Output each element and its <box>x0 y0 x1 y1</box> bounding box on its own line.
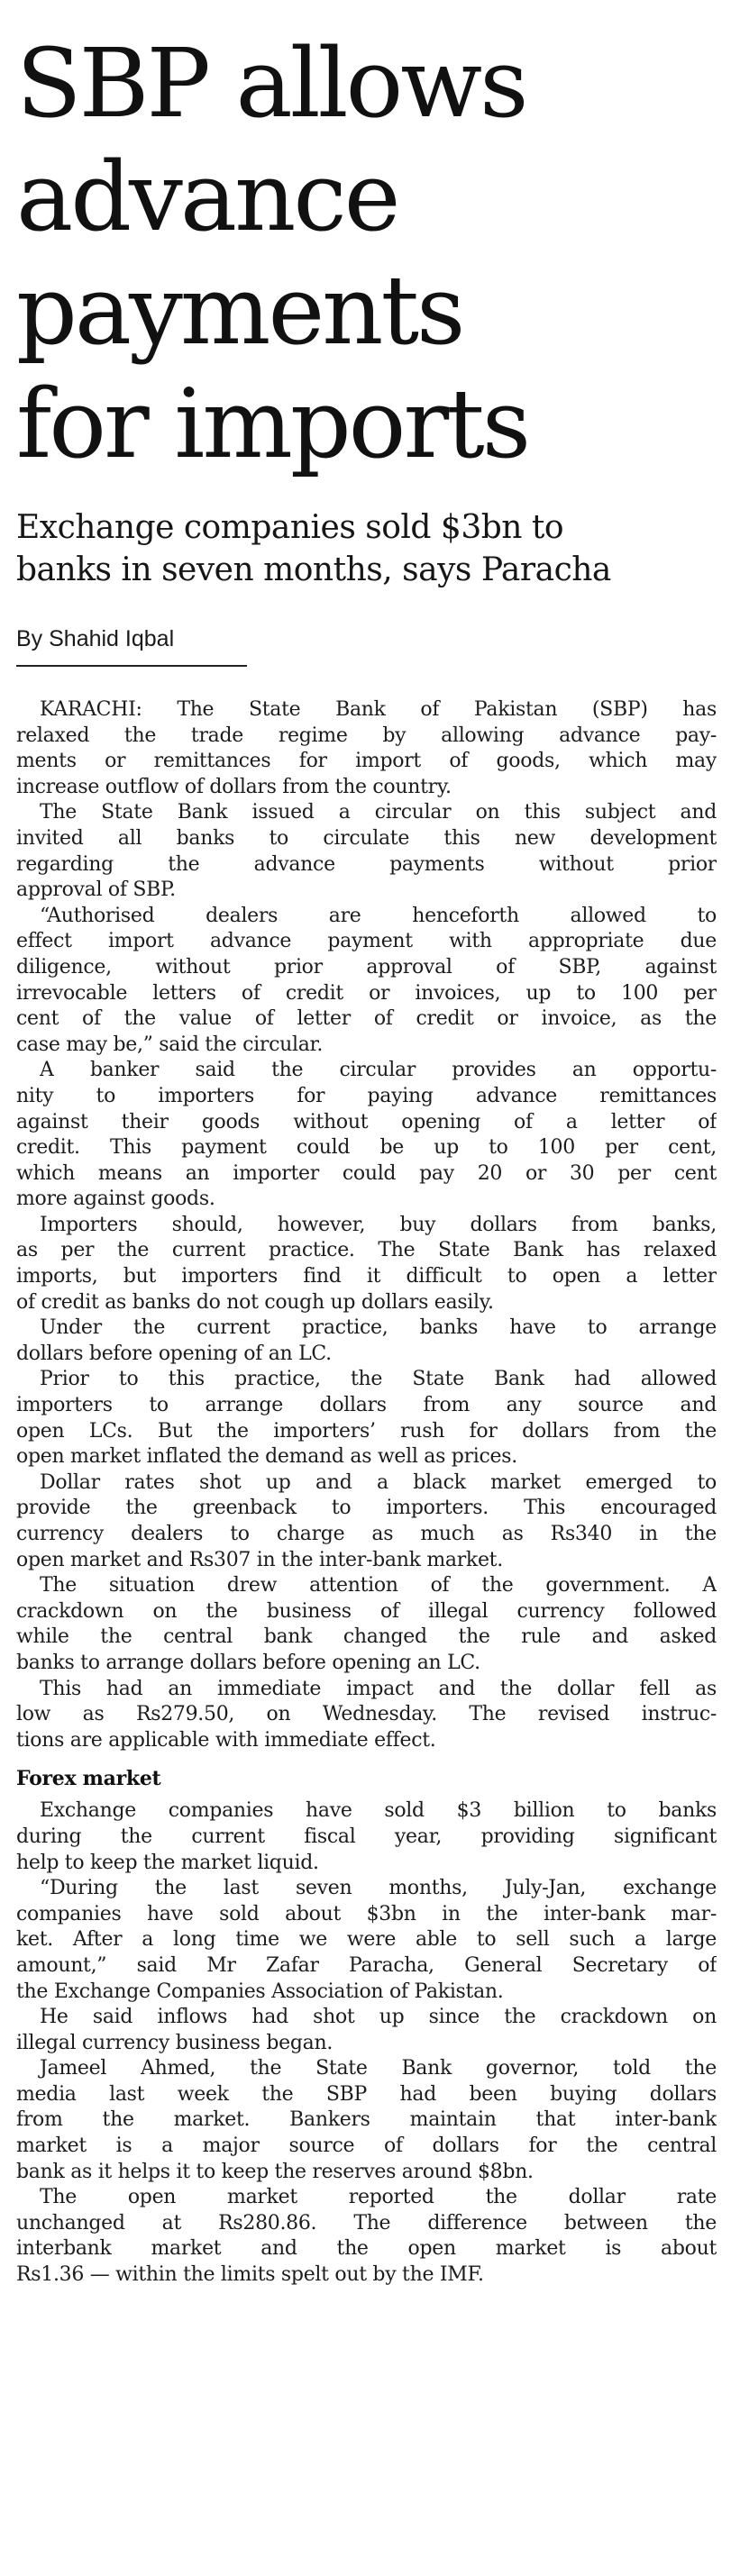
text-line: effect import advance payment with appropriate due <box>16 930 717 953</box>
article-body <box>16 697 717 2289</box>
text-line: dollars before opening of an LC. <box>16 1342 332 1365</box>
text-line: Rs1.36 — within the limits spelt out by the IMF. <box>16 2263 484 2287</box>
text-line: regarding the advance payments without prior <box>16 852 717 876</box>
text-line: This had an immediate impact and the dollar fell as <box>40 1677 717 1700</box>
paragraph <box>16 1367 717 1470</box>
paragraph <box>16 800 717 903</box>
text-line: “During the last seven months, July-Jan, exchange <box>40 1877 717 1900</box>
text-line: the Exchange Companies Association of Pakistan. <box>16 1980 504 2003</box>
text-line: The State Bank issued a circular on this subject and <box>40 801 717 824</box>
paragraph <box>16 1058 717 1213</box>
text-line: during the current fiscal year, providing significant <box>16 1825 717 1848</box>
text-line: which means an importer could pay 20 or 30 per cent <box>16 1161 717 1185</box>
headline-line: SBP allows <box>16 28 526 139</box>
text-line: of credit as banks do not cough up dollars easily. <box>16 1290 494 1314</box>
text-line: invited all banks to circulate this new development <box>16 826 717 850</box>
text-line: imports, but importers find it difficult to open a letter <box>16 1265 717 1288</box>
text-line: from the market. Bankers maintain that inter-bank <box>16 2108 717 2132</box>
text-line: importers to arrange dollars from any source and <box>16 1394 717 1417</box>
text-line: diligence, without prior approval of SBP, against <box>16 955 717 979</box>
main-paragraphs <box>16 697 717 1753</box>
text-line: The open market reported the dollar rate <box>40 2186 717 2209</box>
paragraph <box>16 1213 717 1315</box>
paragraph <box>16 1798 717 1876</box>
headline-line: advance <box>16 141 398 252</box>
text-line: A banker said the circular provides an opportu- <box>40 1059 717 1082</box>
subheadline-line: banks in seven months, says Paracha <box>16 551 611 588</box>
text-line: “Authorised dealers are henceforth allowed to <box>40 904 717 927</box>
text-line: interbank market and the open market is about <box>16 2237 717 2261</box>
text-line: approval of SBP. <box>16 878 176 902</box>
text-line: bank as it helps it to keep the reserves around $8bn. <box>16 2160 534 2183</box>
text-line: while the central bank changed the rule and asked <box>16 1625 717 1649</box>
text-line: cent of the value of letter of credit or invoice, as the <box>16 1007 717 1031</box>
headline-line: for imports <box>16 369 529 479</box>
text-line: Jameel Ahmed, the State Bank governor, told the <box>40 2057 717 2080</box>
text-line: media last week the SBP had been buying dollars <box>16 2082 717 2106</box>
text-line: crackdown on the business of illegal currency followed <box>16 1599 717 1623</box>
headline-line: payments <box>16 255 463 366</box>
text-line: credit. This payment could be up to 100 per cent, <box>16 1136 717 1160</box>
text-line: open market inflated the demand as well as prices. <box>16 1445 517 1469</box>
text-line: Exchange companies have sold $3 billion to banks <box>40 1799 717 1823</box>
text-line: KARACHI: The State Bank of Pakistan (SBP) has <box>40 698 717 721</box>
text-line: as per the current practice. The State Bank has relaxed <box>16 1239 717 1262</box>
byline-block <box>16 625 247 667</box>
text-line: unchanged at Rs280.86. The difference between the <box>16 2211 717 2235</box>
paragraph <box>16 1677 717 1754</box>
section-heading: Forex market <box>16 1767 161 1791</box>
paragraph <box>16 697 717 800</box>
paragraph <box>16 904 717 1059</box>
paragraph <box>16 2185 717 2288</box>
text-line: relaxed the trade regime by allowing advance pay- <box>16 724 717 747</box>
subheadline <box>16 506 717 591</box>
text-line: banks to arrange dollars before opening an LC. <box>16 1651 480 1674</box>
paragraph <box>16 2056 717 2185</box>
text-line: case may be,” said the circular. <box>16 1033 324 1056</box>
paragraph <box>16 1573 717 1676</box>
text-line: Importers should, however, buy dollars from banks, <box>40 1213 717 1236</box>
headline <box>16 0 717 481</box>
paragraph <box>16 1315 717 1367</box>
text-line: ments or remittances for import of goods, which may <box>16 750 717 773</box>
text-line: tions are applicable with immediate effect. <box>16 1728 436 1752</box>
text-line: more against goods. <box>16 1188 215 1211</box>
text-line: nity to importers for paying advance remittances <box>16 1084 717 1107</box>
text-line: The situation drew attention of the government. A <box>40 1574 717 1597</box>
paragraph <box>16 2005 717 2056</box>
text-line: He said inflows had shot up since the crackdown on <box>40 2006 717 2029</box>
text-line: Dollar rates shot up and a black market emerged to <box>40 1470 717 1494</box>
subheadline-line: Exchange companies sold $3bn to <box>16 509 564 546</box>
text-line: amount,” said Mr Zafar Paracha, General Secretary of <box>16 1953 717 1977</box>
text-line: against their goods without opening of a letter of <box>16 1110 717 1133</box>
section-paragraphs <box>16 1798 717 2288</box>
text-line: open LCs. But the importers’ rush for dollars from the <box>16 1419 717 1443</box>
text-line: increase outflow of dollars from the country. <box>16 775 452 798</box>
paragraph <box>16 1876 717 2005</box>
text-line: ket. After a long time we were able to sell such a large <box>16 1928 717 1952</box>
text-line: low as Rs279.50, on Wednesday. The revised instruc- <box>16 1703 717 1726</box>
text-line: help to keep the market liquid. <box>16 1851 319 1874</box>
text-line: illegal currency business began. <box>16 2031 334 2054</box>
text-line: irrevocable letters of credit or invoices, up to 100 per <box>16 981 717 1005</box>
paragraph <box>16 1470 717 1573</box>
text-line: currency dealers to charge as much as Rs340 in the <box>16 1523 717 1545</box>
text-line: market is a major source of dollars for the central <box>16 2135 717 2158</box>
text-line: Prior to this practice, the State Bank had allowed <box>40 1368 717 1391</box>
text-line: open market and Rs307 in the inter-bank market. <box>16 1548 503 1571</box>
text-line: provide the greenback to importers. This encouraged <box>16 1497 717 1520</box>
byline: By Shahid Iqbal <box>16 626 175 651</box>
text-line: Under the current practice, banks have to arrange <box>40 1316 717 1340</box>
text-line: companies have sold about $3bn in the inter-bank mar- <box>16 1902 717 1925</box>
